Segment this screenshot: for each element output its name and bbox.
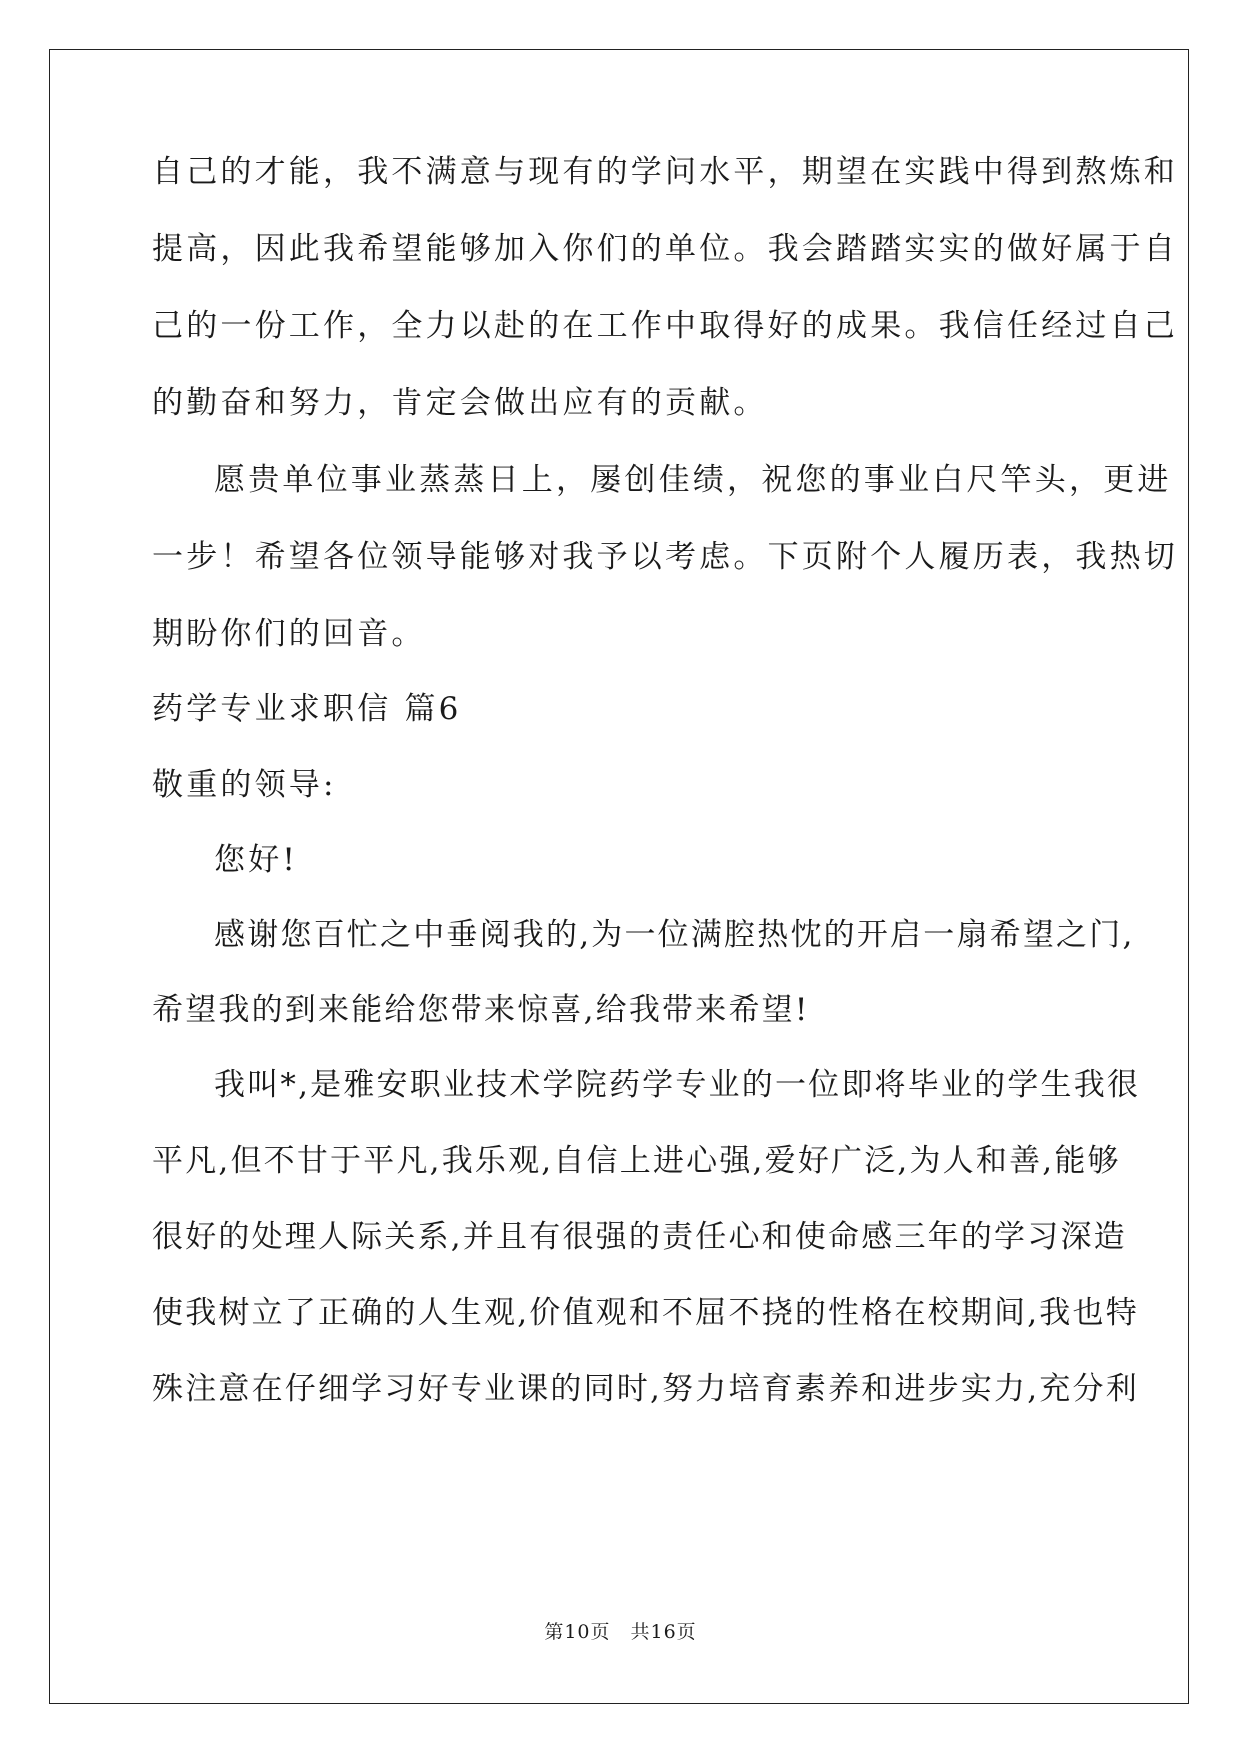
salutation: 敬重的领导: (152, 767, 337, 803)
text-line: 一步！希望各位领导能够对我予以考虑。下页附个人履历表，我热切 (152, 539, 1178, 575)
text-line: 我叫*,是雅安职业技术学院药学专业的一位即将毕业的学生我很 (214, 1067, 1141, 1103)
text-line: 期盼你们的回音。 (152, 616, 426, 652)
text-line: 己的一份工作，全力以赴的在工作中取得好的成果。我信任经过自己 (152, 308, 1178, 344)
text-line: 提高，因此我希望能够加入你们的单位。我会踏踏实实的做好属于自 (152, 231, 1178, 267)
section-heading: 药学专业求职信 篇6 (152, 691, 462, 727)
text-line: 希望我的到来能给您带来惊喜,给我带来希望! (152, 992, 810, 1028)
text-line: 愿贵单位事业蒸蒸日上，屡创佳绩，祝您的事业白尺竿头，更进 (214, 462, 1172, 498)
text-line: 平凡,但不甘于平凡,我乐观,自信上进心强,爱好广泛,为人和善,能够 (152, 1143, 1121, 1179)
page-number: 第10页 共16页 (544, 1621, 697, 1643)
text-line: 的勤奋和努力，肯定会做出应有的贡献。 (152, 385, 768, 421)
text-line: 很好的处理人际关系,并且有很强的责任心和使命感三年的学习深造 (152, 1219, 1127, 1255)
greeting: 您好! (214, 842, 299, 878)
text-line: 殊注意在仔细学习好专业课的同时,努力培育素养和进步实力,充分利 (152, 1371, 1139, 1407)
text-line: 感谢您百忙之中垂阅我的,为一位满腔热忱的开启一扇希望之门, (214, 917, 1135, 953)
text-line: 使我树立了正确的人生观,价值观和不屈不挠的性格在校期间,我也特 (152, 1295, 1139, 1331)
text-line: 自己的才能，我不满意与现有的学问水平，期望在实践中得到熬炼和 (152, 154, 1178, 190)
